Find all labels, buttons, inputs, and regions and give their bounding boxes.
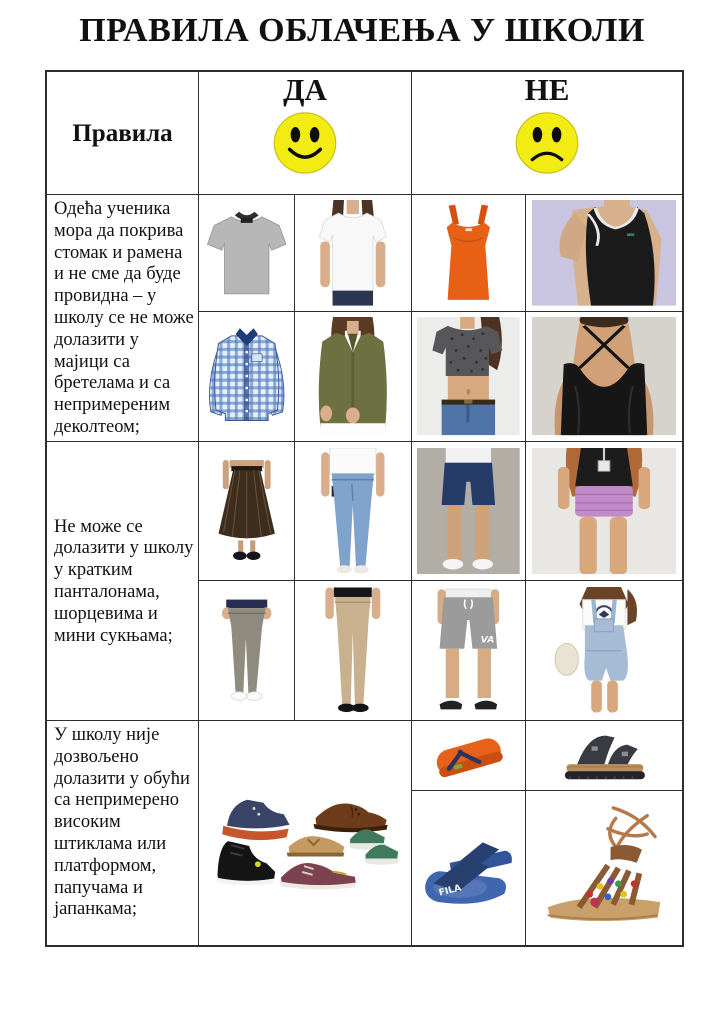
header-yes-cell: [199, 72, 412, 195]
page-title: ПРАВИЛА ОБЛАЧЕЊА У ШКОЛИ: [79, 12, 645, 49]
svg-text:VA: VA: [480, 634, 495, 646]
photo-shoes-collage: [199, 721, 412, 945]
header-no-cell: [412, 72, 682, 195]
photo-orange-flipflop: [412, 721, 526, 791]
happy-smiley-icon: [272, 111, 338, 175]
photo-blue-slides: [412, 791, 526, 945]
svg-text:FILA: FILA: [437, 882, 463, 899]
rules-header-label: Правила: [72, 119, 173, 147]
rule-text-3: У школу није дозвољено долазити у обући са непримерено високим штиклама или платформом, папучама и јапанкама;: [47, 721, 199, 945]
photo-black-sandal: [526, 721, 682, 791]
photo-checkered-shirt: [199, 312, 295, 442]
no-header-label: НЕ: [524, 72, 570, 107]
sad-smiley-icon: [514, 111, 580, 175]
photo-brown-midi-skirt: [199, 442, 295, 581]
photo-olive-blouse: [295, 312, 412, 442]
photo-gray-tshirt: [199, 195, 295, 312]
photo-white-tshirt: [295, 195, 412, 312]
photo-lilac-miniskirt: [526, 442, 682, 581]
photo-orange-tank-top: [412, 195, 526, 312]
photo-beige-pants: [295, 581, 412, 721]
header-rules-cell: [47, 72, 199, 195]
photo-blue-jeans: [295, 442, 412, 581]
photo-crop-top: [412, 312, 526, 442]
photo-navy-shorts: [412, 442, 526, 581]
dress-code-table: [45, 70, 684, 947]
yes-header-label: ДА: [283, 72, 327, 107]
photo-khaki-pants: [199, 581, 295, 721]
photo-denim-overalls: [526, 581, 682, 721]
photo-gladiator-sandal: [526, 791, 682, 945]
photo-backless-top: [526, 312, 682, 442]
photo-gray-sweatshorts: [412, 581, 526, 721]
rule-text-1: Одећа ученика мора да покрива стомак и рамена и не сме да буде провидна – у школу се не може долазити у мајици са бретелама и са непримереним деколтеом;: [47, 195, 199, 442]
photo-black-muscle-tank: [526, 195, 682, 312]
rule-text-2: Не може се долазити у школу у кратким панталонама, шорцевима и мини сукњама;: [47, 442, 199, 721]
